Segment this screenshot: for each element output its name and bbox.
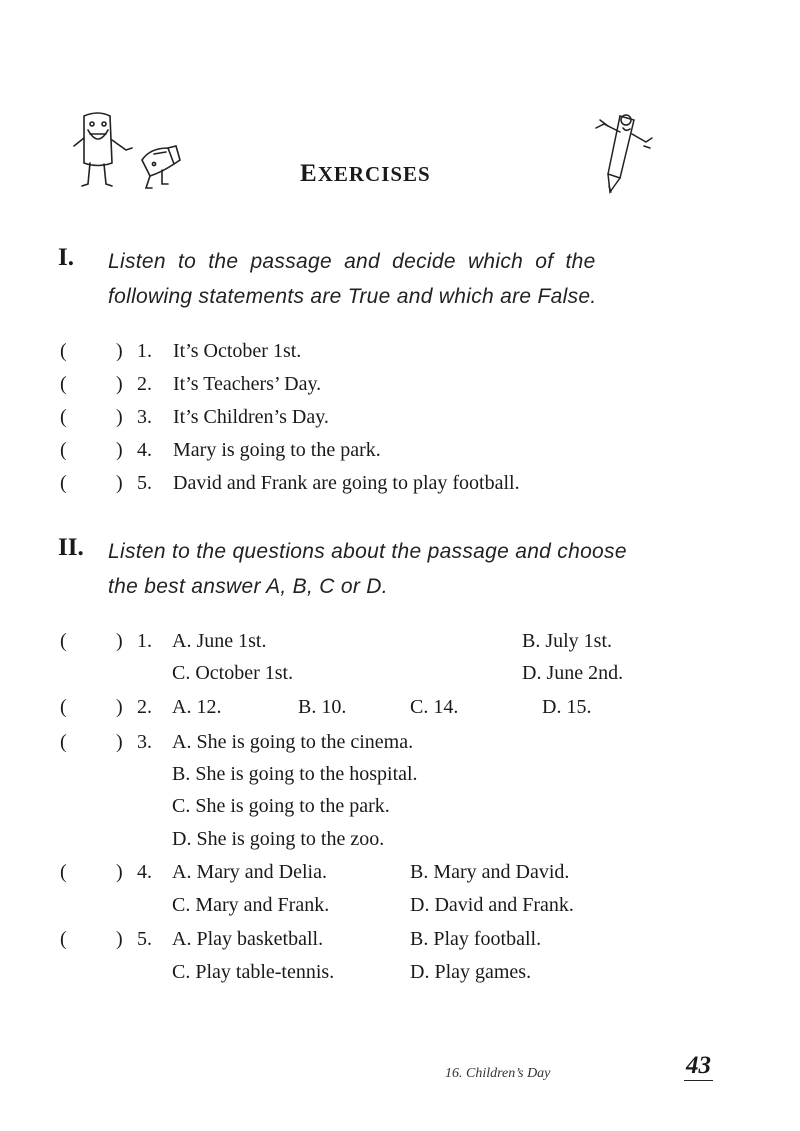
item-number: 3. [137,406,152,428]
item-number: 4. [137,439,152,461]
option-b: B. July 1st. [522,630,613,652]
item-number: 2. [137,373,152,395]
answer-blank-close: ) [116,696,123,718]
option-d: D. 15. [542,696,592,718]
question-number: 4. [137,861,152,883]
answer-blank-open: ( [60,472,67,494]
option-a: A. Mary and Delia. [172,861,327,883]
option-a: A. Play basketball. [172,928,324,950]
statement-text: It’s October 1st. [173,340,302,362]
answer-blank-open: ( [60,696,67,718]
answer-blank-close: ) [116,406,123,428]
question-number: 3. [137,731,152,753]
item-number: 1. [137,340,152,362]
option-c: C. Play table-tennis. [172,961,335,983]
section-2-instruction-line-2: the best answer A, B, C or D. [108,575,388,598]
answer-blank-open: ( [60,731,67,753]
answer-blank-close: ) [116,472,123,494]
question-number: 1. [137,630,152,652]
answer-blank-open: ( [60,406,67,428]
page-title: EXERCISES [300,160,431,187]
option-a: A. 12. [172,696,222,718]
answer-blank-open: ( [60,861,67,883]
page-number: 43 [686,1052,711,1079]
section-1-instruction-line-2: following statements are True and which are False. [108,285,597,308]
option-a: A. She is going to the cinema. [172,731,414,753]
laughing-cartoon-illustration [70,108,185,193]
section-1-instruction-line-1: Listen to the passage and decide which of the [108,250,596,273]
section-2-instruction-line-1: Listen to the questions about the passage and choose [108,540,627,563]
answer-blank-close: ) [116,439,123,461]
answer-blank-open: ( [60,373,67,395]
section-1-number: I. [58,244,74,271]
answer-blank-close: ) [116,861,123,883]
statement-text: Mary is going to the park. [173,439,381,461]
question-number: 5. [137,928,152,950]
option-d: D. June 2nd. [522,662,624,684]
pencil-cartoon-illustration [590,106,660,201]
option-d: D. Play games. [410,961,532,983]
answer-blank-open: ( [60,439,67,461]
option-b: B. She is going to the hospital. [172,763,418,785]
option-c: C. October 1st. [172,662,294,684]
statement-text: It’s Children’s Day. [173,406,329,428]
option-c: C. Mary and Frank. [172,894,330,916]
answer-blank-close: ) [116,340,123,362]
section-1-instruction [108,244,597,314]
section-2-instruction [108,534,627,604]
section-2-number: II. [58,534,84,561]
answer-blank-close: ) [116,630,123,652]
option-b: B. Play football. [410,928,542,950]
option-c: C. 14. [410,696,459,718]
answer-blank-open: ( [60,340,67,362]
answer-blank-close: ) [116,731,123,753]
option-d: D. David and Frank. [410,894,574,916]
footer-chapter-title: 16. Children’s Day [445,1066,551,1081]
item-number: 5. [137,472,152,494]
option-d: D. She is going to the zoo. [172,828,385,850]
answer-blank-open: ( [60,630,67,652]
answer-blank-close: ) [116,928,123,950]
answer-blank-close: ) [116,373,123,395]
answer-blank-open: ( [60,928,67,950]
option-b: B. 10. [298,696,347,718]
statement-text: It’s Teachers’ Day. [173,373,322,395]
option-c: C. She is going to the park. [172,795,390,817]
option-a: A. June 1st. [172,630,267,652]
statement-text: David and Frank are going to play football. [173,472,520,494]
question-number: 2. [137,696,152,718]
option-b: B. Mary and David. [410,861,570,883]
